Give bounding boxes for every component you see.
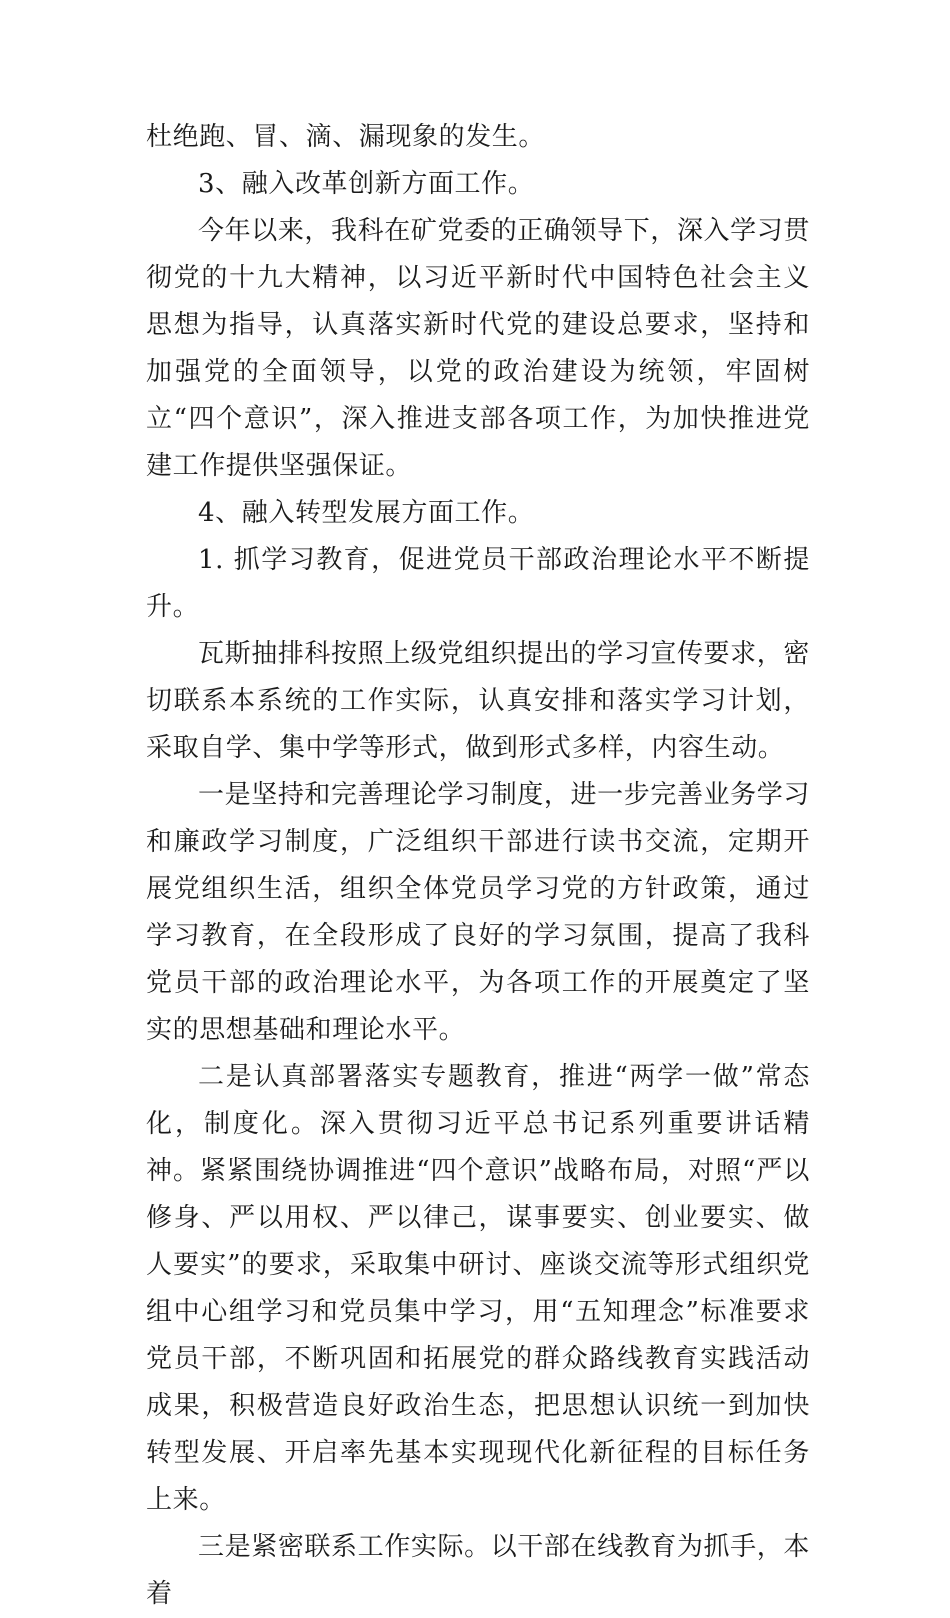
paragraph: 今年以来，我科在矿党委的正确领导下，深入学习贯彻党的十九大精神，以习近平新时代中国特色社会主义思想为指导，认真落实新时代党的建设总要求，坚持和加强党的全面领导，以党的政治建设为统领，牢固树立“四个意识”，深入推进支部各项工作，为加快推进党建工作提供坚强保证。: [146, 216, 810, 481]
paragraph: 杜绝跑、冒、滴、漏现象的发生。: [146, 122, 546, 152]
paragraph: 4、融入转型发展方面工作。: [198, 498, 535, 528]
paragraph: 二是认真部署落实专题教育，推进“两学一做”常态化，制度化。深入贯彻习近平总书记系列重要讲话精神。紧紧围绕协调推进“四个意识”战略布局，对照“严以修身、严以用权、严以律己，谋事要实、创业要实、做人要实”的要求，采取集中研讨、座谈交流等形式组织党组中心组学习和党员集中学习，用“五知理念”标准要求党员干部，不断巩固和拓展党的群众路线教育实践活动成果，积极营造良好政治生态，把思想认识统一到加快转型发展、开启率先基本实现现代化新征程的目标任务上来。: [146, 1062, 810, 1515]
paragraph: 3、融入改革创新方面工作。: [198, 169, 535, 199]
paragraph: 一是坚持和完善理论学习制度，进一步完善业务学习和廉政学习制度，广泛组织干部进行读书交流，定期开展党组织生活，组织全体党员学习党的方针政策，通过学习教育，在全段形成了良好的学习氛围，提高了我科党员干部的政治理论水平，为各项工作的开展奠定了坚实的思想基础和理论水平。: [146, 780, 810, 1045]
paragraph: 1. 抓学习教育，促进党员干部政治理论水平不断提升。: [146, 545, 810, 622]
paragraph: 三是紧密联系工作实际。以干部在线教育为抓手，本着: [146, 1532, 810, 1609]
document-body: [146, 114, 810, 1618]
paragraph: 瓦斯抽排科按照上级党组织提出的学习宣传要求，密切联系本系统的工作实际，认真安排和落实学习计划，采取自学、集中学等形式，做到形式多样，内容生动。: [146, 639, 810, 763]
